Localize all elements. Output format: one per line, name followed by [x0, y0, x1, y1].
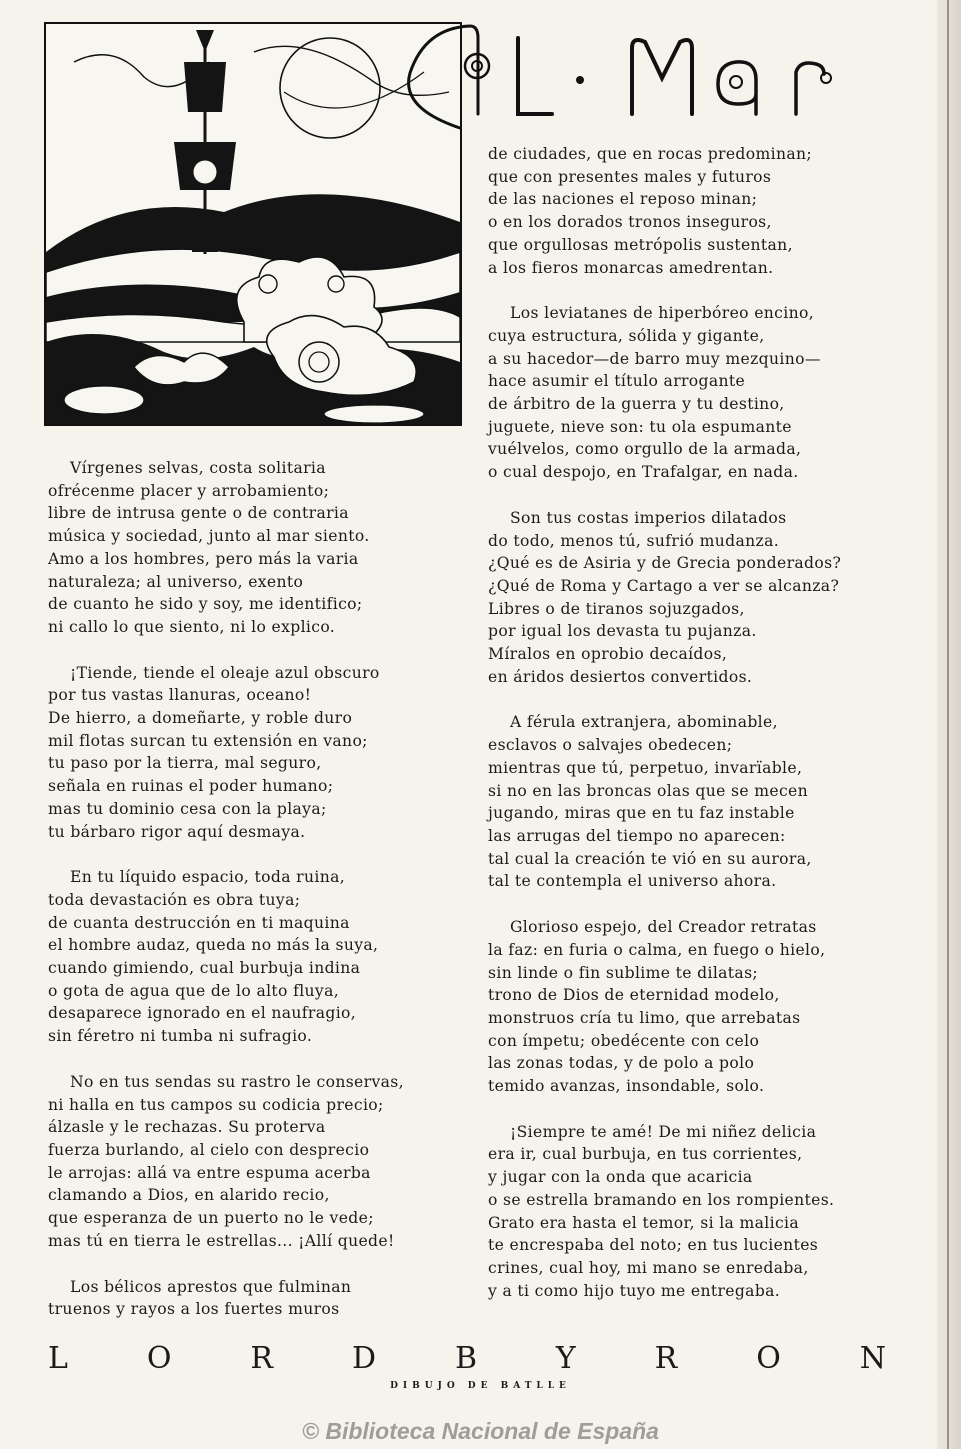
verse-line: toda devastación es obra tuya; — [48, 890, 301, 909]
verse-line: a su hacedor—de barro muy mezquino— — [488, 349, 821, 368]
stanza — [488, 143, 883, 279]
verse-line: ofrécenme placer y arrobamiento; — [48, 481, 330, 500]
stanza — [488, 302, 883, 484]
author-letter: N — [859, 1340, 886, 1376]
verse-line: trono de Dios de eternidad modelo, — [488, 986, 780, 1005]
verse-line: hace asumir el título arrogante — [488, 372, 746, 391]
verse-line: era ir, cual burbuja, en tus corrientes, — [488, 1145, 803, 1164]
verse-line: truenos y rayos a los fuertes muros — [48, 1300, 340, 1319]
stanza — [48, 866, 448, 1048]
verse-line: y jugar con la onda que acaricia — [488, 1168, 753, 1187]
verse-line: que orgullosas metrópolis sustentan, — [488, 235, 793, 254]
verse-line: ni callo lo que siento, ni lo explico. — [48, 617, 336, 636]
verse-line: vuélvelos, como orgullo de la armada, — [488, 440, 802, 459]
verse-line: fuerza burlando, al cielo con desprecio — [48, 1140, 370, 1159]
author-letter: B — [454, 1340, 477, 1376]
author-name — [48, 1338, 886, 1378]
verse-line: mil flotas surcan tu extensión en vano; — [48, 731, 368, 750]
verse-line: De hierro, a domeñarte, y roble duro — [48, 709, 353, 728]
verse-line: esclavos o salvajes obedecen; — [488, 736, 733, 755]
verse-line: de árbitro de la guerra y tu destino, — [488, 395, 785, 414]
verse-line: tu paso por la tierra, mal seguro, — [48, 754, 322, 773]
verse-line: o se estrella bramando en los rompientes. — [488, 1190, 835, 1209]
verse-line: Amo a los hombres, pero más la varia — [48, 549, 359, 568]
verse-line: Grato era hasta el temor, si la malicia — [488, 1213, 800, 1232]
verse-line: de cuanta destrucción en ti maquina — [48, 913, 350, 932]
poem-column-left — [48, 457, 448, 1344]
verse-line: cuya estructura, sólida y gigante, — [488, 326, 765, 345]
verse-line: le arrojas: allá va entre espuma acerba — [48, 1163, 371, 1182]
verse-line: Son tus costas imperios dilatados — [510, 508, 787, 527]
stanza — [488, 507, 883, 689]
author-letter: O — [146, 1340, 172, 1376]
verse-line: crines, cual hoy, mi mano se enredaba, — [488, 1258, 809, 1277]
verse-line: o cual despojo, en Trafalgar, en nada. — [488, 463, 799, 482]
verse-line: mas tu dominio cesa con la playa; — [48, 799, 327, 818]
author-letter: R — [654, 1340, 678, 1376]
verse-line: te encrespaba del noto; en tus lucientes — [488, 1236, 819, 1255]
verse-line: libre de intrusa gente o de contraria — [48, 504, 349, 523]
poem-column-right — [488, 143, 883, 1325]
verse-line: No en tus sendas su rastro le conservas, — [70, 1072, 404, 1091]
illustration-credit: DIBUJO DE BATLLE — [390, 1381, 571, 1391]
poem-title — [400, 18, 890, 138]
stanza — [48, 1276, 448, 1321]
verse-line: álzasle y le rechazas. Su proterva — [48, 1118, 326, 1137]
stanza — [48, 1071, 448, 1253]
verse-line: En tu líquido espacio, toda ruina, — [70, 868, 346, 887]
verse-line: con ímpetu; obedécente con celo — [488, 1031, 760, 1050]
stanza — [488, 711, 883, 893]
stanza — [48, 457, 448, 639]
verse-line: cuando gimiendo, cual burbuja indina — [48, 959, 361, 978]
verse-line: jugando, miras que en tu faz instable — [488, 804, 795, 823]
stanza — [488, 916, 883, 1098]
verse-line: señala en ruinas el poder humano; — [48, 777, 334, 796]
verse-line: de cuanto he sido y soy, me identifico; — [48, 595, 363, 614]
verse-line: ¡Siempre te amé! De mi niñez delicia — [510, 1122, 817, 1141]
verse-line: ¿Qué de Roma y Cartago a ver se alcanza? — [488, 576, 840, 595]
verse-line: en áridos desiertos convertidos. — [488, 667, 753, 686]
author-letter: L — [48, 1340, 68, 1376]
verse-line: clamando a Dios, en alarido recio, — [48, 1186, 330, 1205]
verse-line: mas tú en tierra le estrellas... ¡Allí quede! — [48, 1231, 395, 1250]
verse-line: la faz: en furia o calma, en fuego o hielo, — [488, 940, 826, 959]
author-letter: R — [250, 1340, 273, 1376]
verse-line: que con presentes males y futuros — [488, 167, 772, 186]
verse-line: Vírgenes selvas, costa solitaria — [70, 459, 326, 477]
stanza — [488, 1121, 883, 1303]
verse-line: ¡Tiende, tiende el oleaje azul obscuro — [70, 663, 380, 682]
verse-line: las arrugas del tiempo no aparecen: — [488, 826, 786, 845]
verse-line: Glorioso espejo, del Creador retratas — [510, 918, 817, 937]
verse-line: mientras que tú, perpetuo, invarïable, — [488, 758, 803, 777]
verse-line: tal cual la creación te vió en su aurora, — [488, 849, 812, 868]
author-letter: O — [756, 1340, 781, 1376]
verse-line: de ciudades, que en rocas predominan; — [488, 145, 813, 163]
verse-line: temido avanzas, insondable, solo. — [488, 1077, 765, 1096]
library-watermark: © Biblioteca Nacional de España — [302, 1418, 659, 1444]
page-edge — [937, 0, 961, 1449]
verse-line: de las naciones el reposo minan; — [488, 190, 758, 209]
verse-line: Los bélicos aprestos que fulminan — [70, 1277, 352, 1296]
binding-line — [947, 0, 949, 1449]
verse-line: por igual los devasta tu pujanza. — [488, 622, 757, 641]
verse-line: por tus vastas llanuras, oceano! — [48, 686, 312, 705]
verse-line: el hombre audaz, queda no más la suya, — [48, 936, 379, 955]
verse-line: desaparece ignorado en el naufragio, — [48, 1004, 357, 1023]
verse-line: y a ti como hijo tuyo me entregaba. — [488, 1281, 781, 1300]
stanza — [48, 662, 448, 844]
verse-line: juguete, nieve son: tu ola espumante — [488, 417, 792, 436]
verse-line: A férula extranjera, abominable, — [510, 713, 778, 732]
verse-line: sin féretro ni tumba ni sufragio. — [48, 1027, 313, 1046]
verse-line: o gota de agua que de lo alto fluya, — [48, 981, 340, 1000]
verse-line: monstruos cría tu limo, que arrebatas — [488, 1008, 801, 1027]
verse-line: ni halla en tus campos su codicia precio; — [48, 1095, 384, 1114]
verse-line: do todo, menos tú, sufrió mudanza. — [488, 531, 780, 550]
verse-line: si no en las broncas olas que se mecen — [488, 781, 809, 800]
verse-line: Míralos en oprobio decaídos, — [488, 645, 728, 664]
verse-line: ¿Qué es de Asiria y de Grecia ponderados? — [488, 554, 842, 573]
verse-line: o en los dorados tronos inseguros, — [488, 213, 772, 232]
verse-line: que esperanza de un puerto no le vede; — [48, 1209, 374, 1228]
verse-line: tu bárbaro rigor aquí desmaya. — [48, 822, 306, 841]
verse-line: naturaleza; al universo, exento — [48, 572, 304, 591]
author-letter: Y — [555, 1340, 576, 1376]
verse-line: las zonas todas, y de polo a polo — [488, 1054, 755, 1073]
verse-line: a los fieros monarcas amedrentan. — [488, 258, 774, 277]
verse-line: sin linde o fin sublime te dilatas; — [488, 963, 759, 982]
verse-line: tal te contempla el universo ahora. — [488, 872, 777, 891]
verse-line: Libres o de tiranos sojuzgados, — [488, 599, 745, 618]
verse-line: Los leviatanes de hiperbóreo encino, — [510, 304, 815, 323]
author-letter: D — [351, 1340, 376, 1376]
verse-line: música y sociedad, junto al mar siento. — [48, 527, 370, 546]
